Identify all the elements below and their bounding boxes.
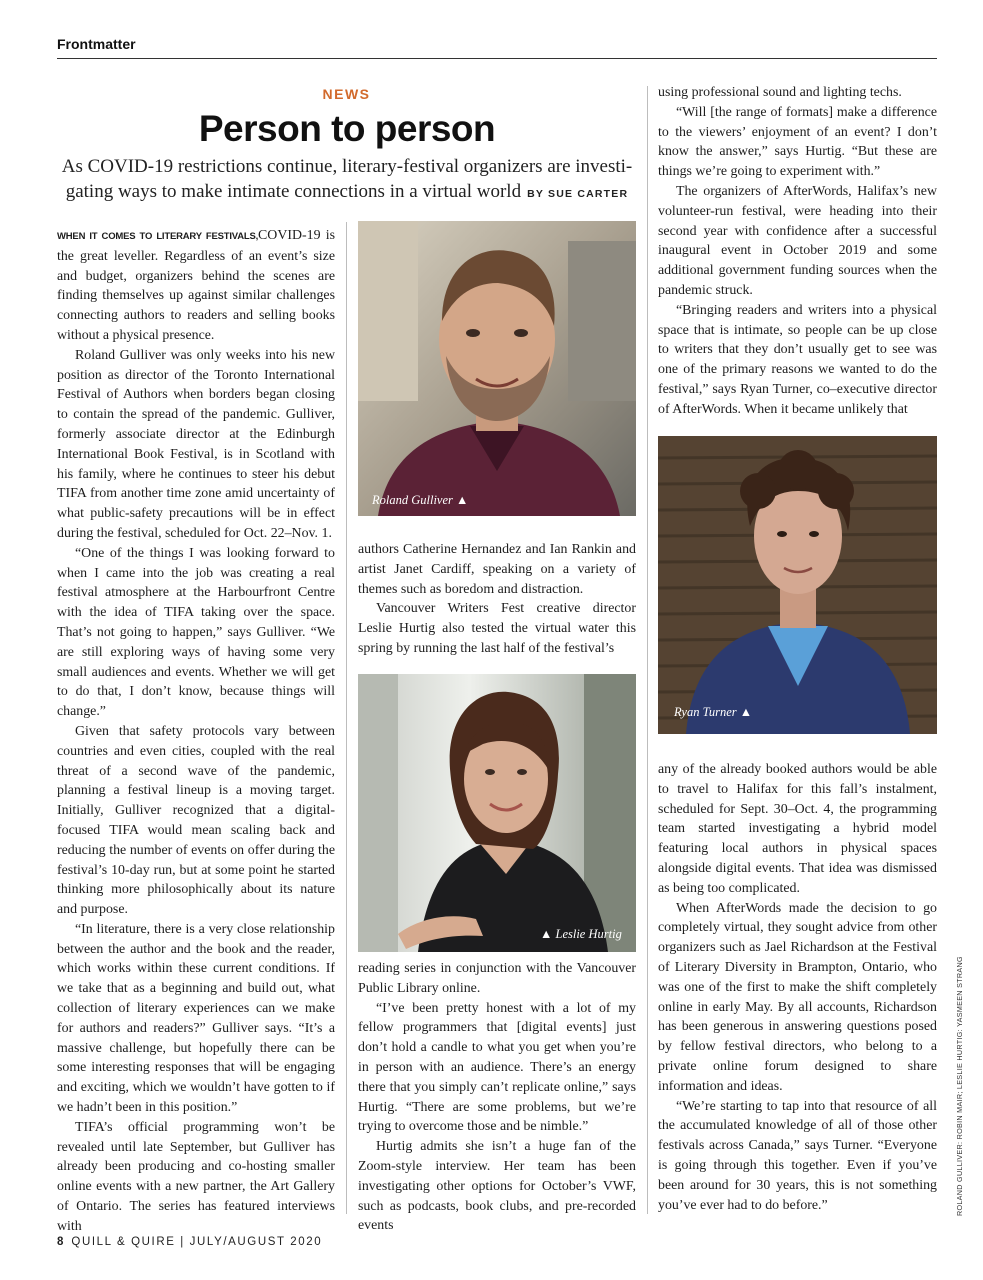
portrait-image bbox=[358, 221, 636, 516]
page-number: 8 bbox=[57, 1236, 64, 1248]
caption-gulliver: Roland Gulliver ▲ bbox=[372, 493, 469, 507]
column-3-upper bbox=[658, 83, 937, 420]
paragraph: authors Catherine Hernandez and Ian Rankin and artist Janet Cardiff, speaking on a variety of themes such as boredom and distraction. bbox=[358, 542, 636, 597]
caption-hurtig: ▲ Leslie Hurtig bbox=[540, 927, 622, 941]
paragraph: TIFA’s official programming won’t be revealed until late September, but Gulliver has already been producing and co-hosting smaller online events with a new partner, the Art Gallery of Ontario. The series has featured interviews with bbox=[57, 1119, 335, 1234]
folio-text: QUILL & QUIRE | JULY/AUGUST 2020 bbox=[71, 1236, 323, 1248]
paragraph: “Bringing readers and writers into a physical space that is intimate, so people can be up close to writers that they don’t usually get to see was one of the primary reasons we wanted to do the festival,” says Ryan Turner, co–executive director of AfterWords. When it became unlikely that bbox=[658, 302, 937, 417]
folio bbox=[57, 1236, 322, 1248]
paragraph: “I’ve been pretty honest with a lot of my fellow programmers that [digital events] just don’t hold a candle to what you get when you’re in person with an audience. There’s an energy there that you simply can’t replicate online,” says Hurtig. “There are some problems, but we’re trying to overcome those and be nimble.” bbox=[358, 1000, 636, 1135]
column-3-lower bbox=[658, 760, 937, 1215]
paragraph: “One of the things I was looking forward to when I came into the job was creating a real festival atmosphere at the Harbourfront Centre with the idea of TIFA taking over the space. That’s not going to happen,” says Gulliver. “We are still exploring ways of having some very small audiences and events. Whether we will get to do that, I don’t know, because things will change.” bbox=[57, 545, 335, 720]
column-rule-2 bbox=[647, 86, 648, 1214]
deck bbox=[57, 154, 637, 207]
paragraph: Given that safety protocols vary between countries and even cities, coupled with the real threat of a second wave of the pandemic, planning a festival lineup is a moving target. Initially, Gulliver recognized that a digital-focused TIFA would mean scaling back and reducing the number of events on offer during the festival’s 10-day run, but at some point he started thinking more philosophically about its nature and purpose. bbox=[57, 723, 335, 918]
caption-turner: Ryan Turner ▲ bbox=[674, 705, 753, 719]
photo-ryan-turner bbox=[658, 436, 937, 734]
paragraph: “Will [the range of formats] make a difference to the viewers’ enjoyment of an event? I don’t know the answer,” says Hurtig. “But these are things we’re going to experiment with.” bbox=[658, 104, 937, 180]
column-1 bbox=[57, 226, 335, 1237]
column-2-lower bbox=[358, 959, 636, 1236]
section-label: Frontmatter bbox=[57, 36, 136, 52]
lead-paragraph bbox=[57, 226, 335, 346]
byline: BY SUE CARTER bbox=[527, 188, 629, 200]
column-rule-1 bbox=[346, 222, 347, 1214]
photo-credit: ROLAND GULLIVER: ROBIN MAIR; LESLIE HURTIG: YASMEEN STRANG bbox=[955, 956, 964, 1216]
paragraph: “In literature, there is a very close relationship between the author and the book and the reader, which works within these current conditions. If we take that as a beginning and build out, what collection of literary experiences can we make for authors and readers?” Gulliver says. “It’s a massive challenge, but hopefully there can be some interesting responses that will be engaging and exciting, which we wouldn’t have gotten to if we hadn’t been in this position.” bbox=[57, 921, 335, 1116]
column-2-upper bbox=[358, 540, 636, 659]
paragraph: The organizers of AfterWords, Halifax’s new volunteer-run festival, were heading into their second year with confidence after a successful inaugural event in October 2019 and some additional government funding sources when the pandemic struck. bbox=[658, 183, 937, 298]
headline: Person to person bbox=[198, 108, 496, 149]
photo-roland-gulliver bbox=[358, 221, 636, 516]
paragraph: “We’re starting to tap into that resource of all the accumulated knowledge of all of those other festivals across Canada,” says Turner. “Everyone is going through this together. Even if you’ve been around for 30 years, this is not something you’ve ever had to do before.” bbox=[658, 1098, 937, 1213]
portrait-image bbox=[658, 436, 937, 734]
paragraph: When AfterWords made the decision to go completely virtual, they sought advice from other organizers such as Jael Richardson at the Festival of Literary Diversity in Brampton, Ontario, who was one of the first to make the shift completely online in early May. By all accounts, Richardson has been generous in answering questions posed by fellow festival directors, who belong to a private online forum designed to share information and ideas. bbox=[658, 900, 937, 1094]
photo-leslie-hurtig bbox=[358, 674, 636, 952]
kicker: NEWS bbox=[322, 86, 371, 102]
header-rule bbox=[57, 58, 937, 59]
paragraph: any of the already booked authors would be able to travel to Halifax for this fall’s instalment, scheduled for Sept. 30–Oct. 4, the programming team started investigating a hybrid model featuring local authors in physical spaces alongside digital events. That idea was dismissed as being too complicated. bbox=[658, 762, 937, 896]
paragraph: Vancouver Writers Fest creative director Leslie Hurtig also tested the virtual water this spring by running the last half of the festival’s bbox=[358, 601, 636, 656]
deck-text: As COVID-19 restrictions continue, literary-festival organizers are investi-gating ways to make intimate connections in a virtual world bbox=[61, 156, 633, 202]
paragraph: using professional sound and lighting techs. bbox=[658, 85, 902, 100]
paragraph: Hurtig admits she isn’t a huge fan of the Zoom-style interview. Her team has been investigating other options for October’s VWF, such as podcasts, book clubs, and pre-recorded events bbox=[358, 1139, 636, 1234]
paragraph: reading series in conjunction with the Vancouver Public Library online. bbox=[358, 961, 636, 996]
portrait-image bbox=[358, 674, 636, 952]
paragraph: Roland Gulliver was only weeks into his new position as director of the Toronto International Festival of Authors when borders began closing to contain the spread of the pandemic. Gulliver, formerly associate director at the Edinburgh International Book Festival, is in Scotland with his family, where he continues to steer his debut TIFA from another time zone amid uncertainty of what public-safety precautions will be in effect during the festival, scheduled for Oct. 22–Nov. 1. bbox=[57, 347, 335, 541]
lead-in: WHEN IT COMES TO LITERARY FESTIVALS, bbox=[57, 231, 259, 242]
paragraph: COVID-19 is the great leveller. Regardless of an event’s size and budget, organizers behind the scenes are finding themselves up against similar challenges connecting authors to readers and selling books without a physical presence. bbox=[57, 228, 335, 343]
